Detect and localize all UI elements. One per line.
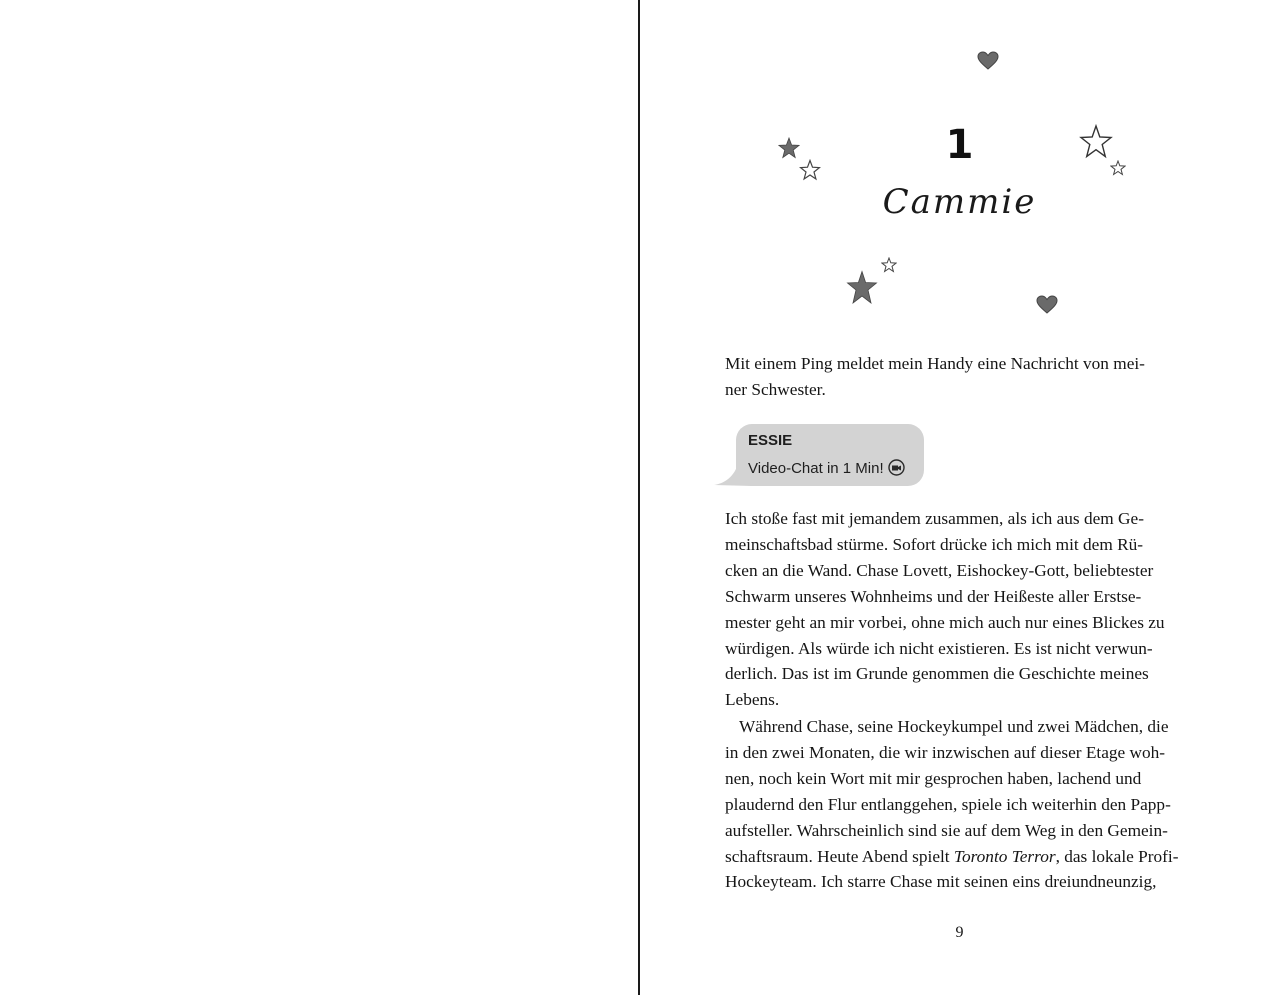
chapter-number: 1 xyxy=(945,122,974,168)
message-bubble xyxy=(714,424,930,488)
camera-emoji-icon xyxy=(888,459,905,476)
message-sender: ESSIE xyxy=(748,432,793,449)
right-page xyxy=(640,0,1279,995)
text-line: würdigen. Als würde ich nicht existieren. Es ist nicht verwun- xyxy=(725,638,1153,658)
text-line: Lebens. xyxy=(725,690,780,710)
text-line: derlich. Das ist im Grunde genommen die Geschichte meines xyxy=(725,664,1149,684)
text-line: Während Chase, seine Hockeykumpel und zwei Mädchen, die xyxy=(739,717,1169,736)
bubble-body xyxy=(736,424,924,486)
heart-icon xyxy=(1036,295,1058,315)
message-text-row xyxy=(748,459,905,477)
page-number: 9 xyxy=(955,924,964,941)
chapter-title: Cammie xyxy=(882,182,1037,222)
text-line: Hockeyteam. Ich starre Chase mit seinen eins dreiundneunzig, xyxy=(725,872,1157,892)
text-line: plaudernd den Flur entlanggehen, spiele ich weiterhin den Papp- xyxy=(725,794,1171,814)
text-line: ner Schwester. xyxy=(725,379,826,399)
text-line: in den zwei Monaten, die wir inzwischen auf dieser Etage woh- xyxy=(725,742,1166,762)
text-line xyxy=(725,847,1178,866)
star-outline-icon xyxy=(881,257,897,273)
star-icon xyxy=(846,270,878,306)
text-line: mester geht an mir vorbei, ohne mich auch nur eines Blickes zu xyxy=(725,612,1165,632)
text-segment: schaftsraum. Heute Abend spielt xyxy=(725,846,954,866)
left-blank-page xyxy=(0,0,638,995)
body-paragraph-1 xyxy=(725,506,1190,713)
text-line: aufsteller. Wahrscheinlich sind sie auf dem Weg in den Gemein- xyxy=(725,820,1168,840)
team-name: Toronto Terror xyxy=(953,846,1056,866)
intro-paragraph xyxy=(725,351,1190,403)
heart-icon xyxy=(977,51,999,71)
text-line: Mit einem Ping meldet mein Handy eine Nachricht von mei- xyxy=(725,354,1145,373)
text-line: nen, noch kein Wort mit mir gesprochen haben, lachend und xyxy=(725,768,1142,788)
text-line: Schwarm unseres Wohnheims und der Heißeste aller Erstse- xyxy=(725,586,1142,606)
message-text: Video-Chat in 1 Min! xyxy=(748,460,884,477)
text-line: Ich stoße fast mit jemandem zusammen, als ich aus dem Ge- xyxy=(725,509,1144,528)
text-line: meinschaftsbad stürme. Sofort drücke ich mich mit dem Rü- xyxy=(725,534,1144,554)
text-segment: , das lokale Profi- xyxy=(1055,846,1179,866)
body-paragraph-2 xyxy=(725,714,1190,895)
text-line: cken an die Wand. Chase Lovett, Eishockey-Gott, beliebtester xyxy=(725,560,1154,580)
